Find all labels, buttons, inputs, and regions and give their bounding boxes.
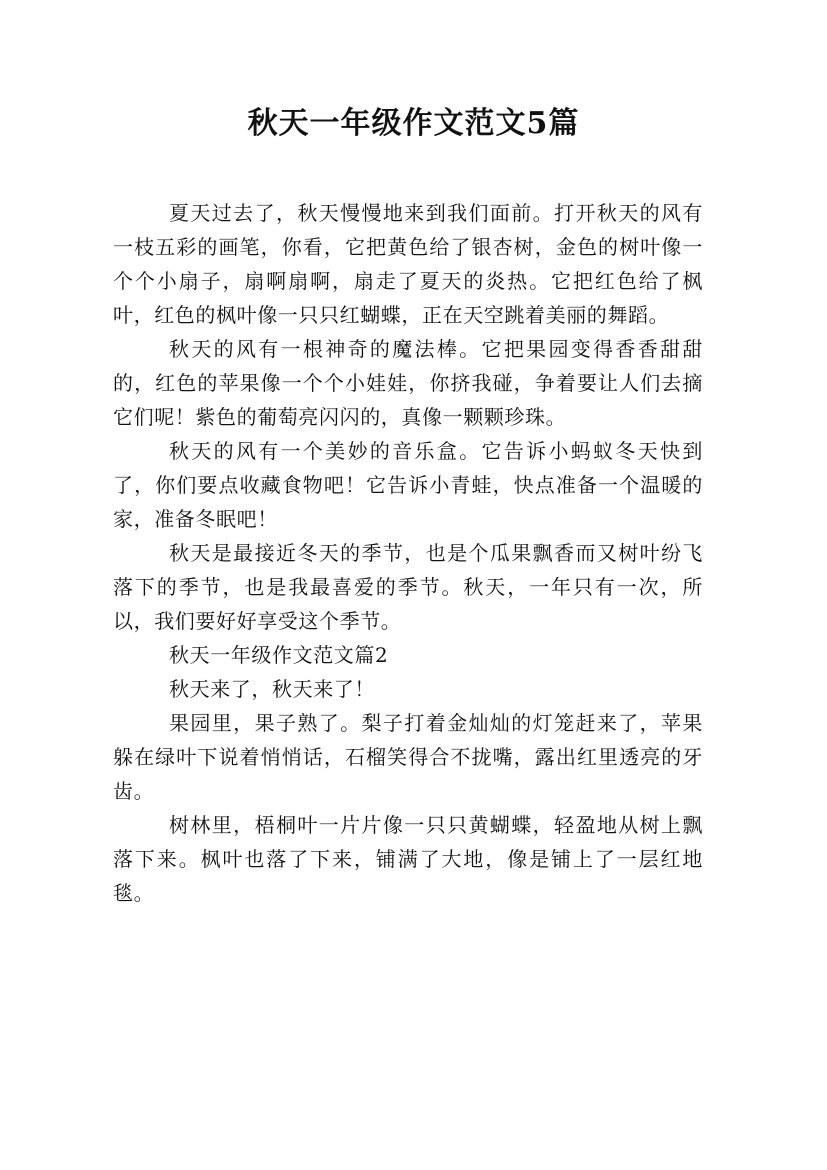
paragraph-8: 树林里，梧桐叶一片片像一只只黄蝴蝶，轻盈地从树上飘落下来。枫叶也落了下来，铺满了大地，像是铺上了一层红地毯。 xyxy=(113,813,703,905)
paragraph-4: 秋天是最接近冬天的季节，也是个瓜果飘香而又树叶纷飞落下的季节，也是我最喜爱的季节。秋天，一年只有一次，所以，我们要好好享受这个季节。 xyxy=(113,541,703,633)
document-body xyxy=(113,196,703,910)
paragraph-3: 秋天的风有一个美妙的音乐盒。它告诉小蚂蚁冬天快到了，你们要点收藏食物吧！它告诉小青蛙，快点准备一个温暖的家，准备冬眠吧！ xyxy=(113,439,703,531)
paragraph-7: 果园里，果子熟了。梨子打着金灿灿的灯笼赶来了，苹果躲在绿叶下说着悄悄话，石榴笑得合不拢嘴，露出红里透亮的牙齿。 xyxy=(113,711,703,803)
paragraph-1: 夏天过去了，秋天慢慢地来到我们面前。打开秋天的风有一枝五彩的画笔，你看，它把黄色给了银杏树，金色的树叶像一个个小扇子，扇啊扇啊，扇走了夏天的炎热。它把红色给了枫叶，红色的枫叶像一只只红蝴蝶，正在天空跳着美丽的舞蹈。 xyxy=(113,201,703,327)
paragraph-2: 秋天的风有一根神奇的魔法棒。它把果园变得香香甜甜的，红色的苹果像一个个小娃娃，你挤我碰，争着要让人们去摘它们呢！紫色的葡萄亮闪闪的，真像一颗颗珍珠。 xyxy=(113,337,703,429)
section-heading: 秋天一年级作文范文篇2 xyxy=(169,643,389,667)
document-title: 秋天一年级作文范文5篇 xyxy=(247,106,580,141)
paragraph-6: 秋天来了，秋天来了！ xyxy=(169,677,375,701)
